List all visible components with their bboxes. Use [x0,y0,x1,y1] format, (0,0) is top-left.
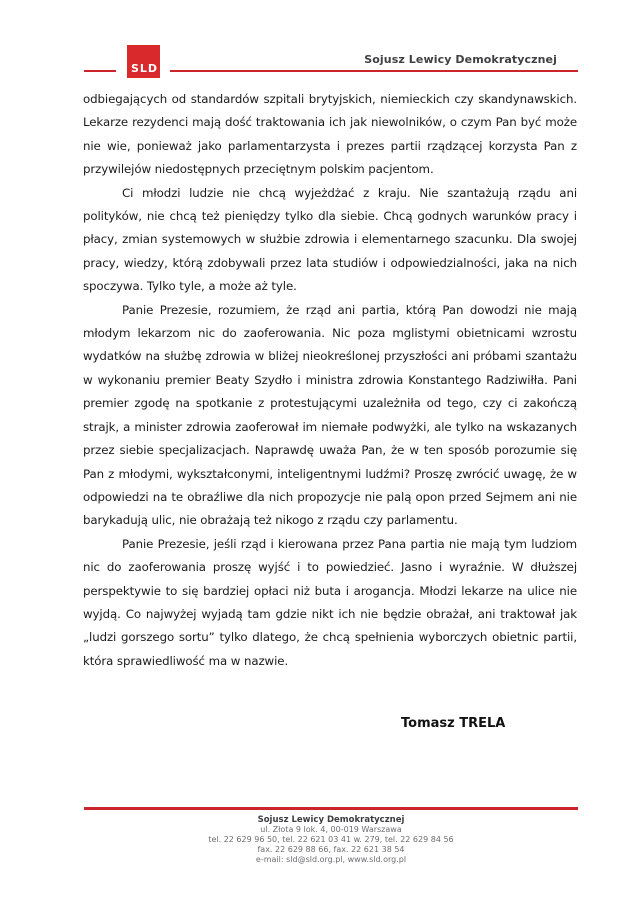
sld-logo [127,45,160,78]
paragraph-1: odbiegających od standardów szpitali brytyjskich, niemieckich czy skandynawskich. Lekarze rezydenci mają dość traktowania ich jak niewolników, o czym Pan być może nie wie, ponieważ jako parlamentarzysta i prezes partii rządzącej korzysta Pan z przywilejów niedostępnych przeciętnym polskim pacjentom. [83,92,577,177]
paragraph-2: Ci młodzi ludzie nie chcą wyjeżdżać z kraju. Nie szantażują rządu ani polityków, nie chcą też pieniędzy tylko dla siebie. Chcą godnych warunków pracy i płacy, zmian systemowych w służbie zdrowia i elementarnego szacunku. Dla swojej pracy, wiedzy, którą zdobywali przez lata studiów i odpowiedzialności, jaka na nich spoczywa. Tylko tyle, a może aż tyle. [83,185,577,294]
paragraph-3: Panie Prezesie, rozumiem, że rząd ani partia, którą Pan dowodzi nie mają młodym lekarzom nic do zaoferowania. Nic poza mglistymi obietnicami wzrostu wydatków na służbę zdrowia w bliżej nieokreślonej przyszłości ani próbami szantażu w wykonaniu premier Beaty Szydło i ministra zdrowia Konstantego Radziwiłła. Pani premier zgodę na spotkanie z protestującymi uzależniła od tego, czy ci zakończą strajk, a minister zdrowia zaoferował im niemałe podwyżki, ale tylko na wskazanych przez siebie specjalizacjach. Naprawdę uważa Pan, że w ten sposób porozumie się Pan z młodymi, wykształconymi, inteligentnymi ludźmi? Proszę zwrócić uwagę, że w odpowiedzi na te obraźliwe dla nich propozycje nie palą opon przed Sejmem ani nie barykadują ulic, nie obrażają też nikogo z rządu czy parlamentu. [83,302,577,528]
paragraph-4: Panie Prezesie, jeśli rząd i kierowana przez Pana partia nie mają tym ludziom nic do zaoferowania proszę wyjść i to powiedzieć. Jasno i wyraźnie. W dłuższej perspektywie to się bardziej opłaci niż buta i arogancja. Młodzi lekarze na ulice nie wyjdą. Co najwyżej wyjadą tam gdzie nikt ich nie będzie obrażał, ani traktował jak „ludzi gorszego sortu” tylko dlatego, że chcą spełnienia wyborczych obietnic partii, która sprawiedliwość ma w nazwie. [83,536,577,668]
footer [84,815,578,865]
footer-org-name: Sojusz Lewicy Demokratycznej [257,815,405,825]
header-rule [170,70,578,72]
footer-email-web: e-mail: sld@sld.org.pl, www.sld.org.pl [255,855,407,864]
footer-fax: fax. 22 629 88 66, fax. 22 621 38 54 [257,845,405,854]
footer-rule [84,807,578,810]
footer-address: ul. Złota 9 lok. 4, 00-019 Warszawa [260,825,402,834]
signature-name: Tomasz TRELA [401,716,506,731]
footer-phones: tel. 22 629 96 50, tel. 22 621 03 41 w. 279, tel. 22 629 84 56 [208,835,454,844]
header-org-name: Sojusz Lewicy Demokratycznej [364,53,557,66]
letter-body [83,88,577,673]
sld-logo-text: SLD [131,62,159,75]
header-left-dash [84,70,116,72]
